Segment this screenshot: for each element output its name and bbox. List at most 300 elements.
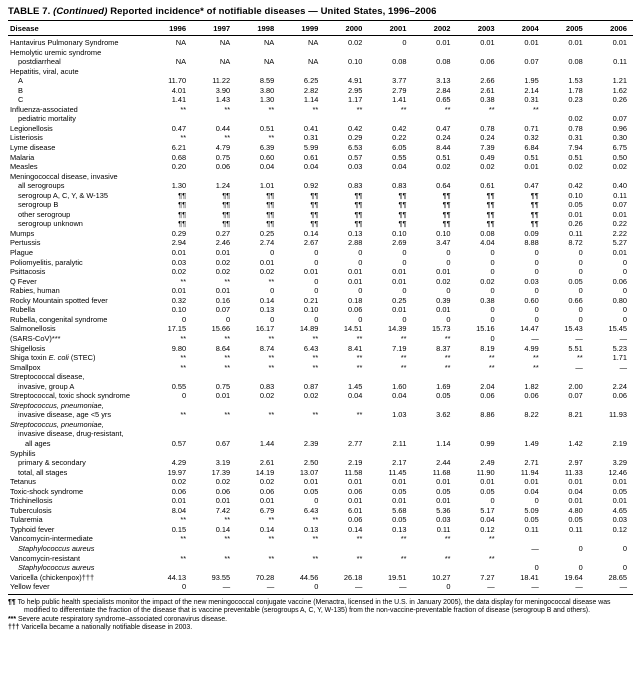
- value-cell: 2.61: [259, 458, 275, 468]
- column-header-year: 1996: [148, 21, 192, 36]
- value-cell: ¶¶: [530, 209, 539, 219]
- table-row: [8, 105, 633, 115]
- value-cell: 0.01: [612, 496, 627, 506]
- value-cell: 2.71: [524, 458, 539, 468]
- value-cell: 1.24: [215, 181, 231, 191]
- value-cell: 0.55: [171, 381, 187, 391]
- value-cell: [324, 563, 368, 573]
- value-cell: 8.64: [215, 343, 231, 353]
- value-cell: 19.64: [564, 572, 583, 582]
- value-cell: 11.90: [476, 467, 495, 477]
- value-cell: [192, 429, 236, 439]
- value-cell: 0.01: [259, 496, 275, 506]
- value-cell: 0.02: [348, 38, 363, 47]
- table-row: [8, 267, 633, 277]
- value-cell: 1.95: [524, 76, 539, 86]
- table-row: [8, 573, 633, 583]
- value-cell: 0.09: [524, 228, 539, 238]
- value-cell: 0: [534, 563, 539, 573]
- table-row: [8, 124, 633, 134]
- value-cell: 0.41: [303, 123, 319, 133]
- value-cell: [545, 372, 589, 382]
- value-cell: 1.62: [612, 85, 627, 95]
- value-cell: 0.07: [612, 200, 627, 210]
- value-cell: 0.40: [612, 181, 627, 191]
- value-cell: 0: [490, 267, 495, 277]
- value-cell: 4.04: [480, 238, 495, 248]
- disease-label: Vancomycin-intermediate: [10, 534, 93, 544]
- value-cell: ¶¶: [222, 219, 231, 229]
- value-cell: [457, 429, 501, 439]
- value-cell: 0.01: [612, 209, 627, 219]
- value-cell: 0: [534, 257, 539, 267]
- value-cell: 0: [270, 314, 275, 324]
- value-cell: 6.43: [303, 343, 319, 353]
- value-cell: 0.10: [171, 305, 187, 315]
- disease-label: Rubella: [10, 305, 36, 315]
- value-cell: 0: [490, 496, 495, 506]
- table-row: [8, 57, 633, 67]
- value-cell: 0.05: [392, 486, 407, 496]
- value-cell: 4.01: [171, 85, 187, 95]
- value-cell: 0.66: [568, 295, 583, 305]
- value-cell: [280, 48, 324, 58]
- value-cell: **: [180, 515, 187, 525]
- value-cell: 0: [446, 248, 451, 258]
- value-cell: 0.01: [215, 496, 231, 506]
- value-cell: [368, 114, 412, 124]
- value-cell: 1.60: [392, 381, 407, 391]
- value-cell: 7.27: [480, 572, 495, 582]
- value-cell: 0.13: [348, 228, 363, 238]
- value-cell: 0.10: [303, 305, 319, 315]
- value-cell: 0.04: [392, 391, 407, 401]
- value-cell: 0.01: [392, 267, 407, 277]
- column-header-year: 2003: [457, 21, 501, 36]
- value-cell: 0.01: [259, 257, 275, 267]
- value-cell: 0.05: [436, 486, 451, 496]
- value-cell: **: [224, 534, 231, 544]
- value-cell: **: [488, 353, 495, 363]
- value-cell: 0.01: [568, 496, 583, 506]
- value-cell: 0.08: [392, 57, 407, 67]
- value-cell: 0.02: [568, 162, 583, 172]
- value-cell: 0: [578, 543, 583, 553]
- value-cell: [545, 401, 589, 411]
- value-cell: **: [577, 353, 583, 363]
- value-cell: 2.50: [303, 458, 319, 468]
- value-cell: 0.06: [215, 162, 231, 172]
- disease-label: Toxic-shock syndrome: [10, 486, 84, 496]
- value-cell: **: [400, 362, 407, 372]
- table-row: [8, 229, 633, 239]
- value-cell: [280, 449, 324, 459]
- value-cell: [589, 172, 633, 182]
- disease-label: all serogroups: [18, 181, 65, 191]
- value-cell: ¶¶: [398, 219, 407, 229]
- value-cell: 0.51: [436, 152, 451, 162]
- value-cell: 7.42: [215, 505, 231, 515]
- value-cell: **: [224, 353, 231, 363]
- value-cell: **: [224, 104, 231, 114]
- value-cell: [368, 67, 412, 77]
- value-cell: 0.11: [613, 57, 627, 67]
- value-cell: [501, 372, 545, 382]
- disease-label: invasive disease, drug-resistant,: [18, 429, 124, 439]
- value-cell: 0.57: [171, 438, 187, 448]
- value-cell: 0.02: [303, 391, 319, 401]
- value-cell: 5.17: [480, 505, 495, 515]
- value-cell: 93.55: [211, 572, 231, 582]
- value-cell: 0.02: [171, 477, 187, 487]
- value-cell: **: [268, 553, 275, 563]
- value-cell: ¶¶: [486, 200, 495, 210]
- value-cell: 15.66: [211, 324, 231, 334]
- value-cell: ¶¶: [354, 209, 363, 219]
- column-header-year: 1997: [192, 21, 236, 36]
- value-cell: 8.22: [524, 410, 539, 420]
- value-cell: 0.22: [612, 219, 627, 229]
- value-cell: 0.11: [524, 524, 539, 534]
- value-cell: 0: [490, 314, 495, 324]
- value-cell: [192, 401, 236, 411]
- value-cell: [457, 114, 501, 124]
- disease-label: Mumps: [10, 228, 35, 238]
- value-cell: [236, 420, 280, 430]
- value-cell: [589, 372, 633, 382]
- value-cell: 0.05: [612, 486, 627, 496]
- value-cell: —: [531, 582, 539, 592]
- value-cell: 0.05: [480, 486, 495, 496]
- value-cell: **: [312, 353, 319, 363]
- column-header-year: 2001: [368, 21, 412, 36]
- value-cell: **: [180, 553, 187, 563]
- value-cell: [412, 114, 456, 124]
- value-cell: 0.31: [568, 133, 583, 143]
- value-cell: 0: [314, 314, 319, 324]
- value-cell: 0: [270, 248, 275, 258]
- value-cell: 0.02: [480, 162, 495, 172]
- value-cell: 0.07: [524, 57, 539, 67]
- table-row: [8, 76, 633, 86]
- value-cell: —: [619, 362, 627, 372]
- value-cell: 0.61: [480, 181, 495, 191]
- value-cell: 6.25: [303, 76, 319, 86]
- footnote-text: Severe acute respiratory syndrome–associated coronavirus disease.: [16, 615, 228, 623]
- value-cell: 3.13: [436, 76, 451, 86]
- value-cell: 0.51: [259, 123, 275, 133]
- value-cell: [501, 401, 545, 411]
- value-cell: [589, 401, 633, 411]
- value-cell: 0.02: [259, 391, 275, 401]
- value-cell: 0.06: [348, 305, 363, 315]
- value-cell: 0.14: [215, 524, 231, 534]
- value-cell: **: [180, 410, 187, 420]
- table-row: [8, 468, 633, 478]
- value-cell: 0.01: [171, 286, 187, 296]
- table-row: [8, 429, 633, 439]
- value-cell: 0.10: [348, 57, 363, 67]
- value-cell: 0.10: [392, 228, 407, 238]
- table-row: [8, 219, 633, 229]
- value-cell: [457, 48, 501, 58]
- value-cell: **: [356, 410, 363, 420]
- column-header-year: 2004: [501, 21, 545, 36]
- value-cell: 0.13: [303, 524, 319, 534]
- value-cell: [192, 48, 236, 58]
- value-cell: 3.62: [436, 410, 451, 420]
- value-cell: 0: [622, 257, 627, 267]
- value-cell: **: [532, 104, 539, 114]
- value-cell: ¶¶: [178, 209, 187, 219]
- value-cell: —: [355, 582, 363, 592]
- value-cell: 19.51: [387, 572, 407, 582]
- value-cell: 0.01: [348, 276, 363, 286]
- value-cell: 0.05: [568, 276, 583, 286]
- value-cell: 0.02: [259, 477, 275, 487]
- disease-label: Typhoid fever: [10, 524, 55, 534]
- value-cell: 5.09: [524, 505, 539, 515]
- value-cell: —: [487, 582, 495, 592]
- value-cell: [545, 48, 589, 58]
- value-cell: [324, 372, 368, 382]
- value-cell: 0.64: [436, 181, 451, 191]
- value-cell: 0.05: [303, 486, 319, 496]
- value-cell: 0: [578, 257, 583, 267]
- value-cell: 0: [490, 286, 495, 296]
- value-cell: [280, 429, 324, 439]
- value-cell: 14.39: [387, 324, 407, 334]
- table-row: [8, 324, 633, 334]
- value-cell: 0.11: [436, 524, 451, 534]
- value-cell: 13.07: [299, 467, 319, 477]
- value-cell: [501, 67, 545, 77]
- value-cell: [501, 554, 545, 564]
- value-cell: [236, 401, 280, 411]
- value-cell: **: [444, 362, 451, 372]
- value-cell: 0: [578, 314, 583, 324]
- disease-label: Legionellosis: [10, 123, 53, 133]
- value-cell: 0.01: [215, 286, 231, 296]
- value-cell: 15.43: [564, 324, 583, 334]
- value-cell: 0.01: [215, 248, 231, 258]
- value-cell: [368, 429, 412, 439]
- value-cell: 0.01: [612, 38, 627, 47]
- value-cell: ¶¶: [222, 190, 231, 200]
- value-cell: **: [312, 333, 319, 343]
- value-cell: 0.06: [348, 515, 363, 525]
- value-cell: **: [268, 104, 275, 114]
- value-cell: 0: [226, 314, 231, 324]
- value-cell: [412, 172, 456, 182]
- value-cell: **: [532, 353, 539, 363]
- table-body: [8, 36, 633, 595]
- value-cell: [368, 544, 412, 554]
- disease-label: serogroup unknown: [18, 219, 83, 229]
- value-cell: 2.77: [348, 438, 363, 448]
- value-cell: —: [619, 582, 627, 592]
- table-row: [8, 439, 633, 449]
- table-title-rest: Reported incidence* of notifiable diseases — United States, 1996–2006: [107, 6, 437, 17]
- value-cell: 0.01: [348, 267, 363, 277]
- value-cell: 4.65: [612, 505, 627, 515]
- value-cell: 0: [181, 314, 187, 324]
- value-cell: 0: [314, 257, 319, 267]
- value-cell: 5.68: [392, 505, 407, 515]
- value-cell: 8.04: [171, 505, 187, 515]
- value-cell: 0.01: [392, 496, 407, 506]
- value-cell: 5.23: [612, 343, 627, 353]
- value-cell: 0: [578, 563, 583, 573]
- value-cell: 0: [314, 248, 319, 258]
- disease-label: other serogroup: [18, 209, 71, 219]
- disease-label: Varicella (chickenpox)†††: [10, 572, 95, 582]
- value-cell: 0.78: [480, 123, 495, 133]
- value-cell: 0: [578, 286, 583, 296]
- value-cell: 5.27: [612, 238, 627, 248]
- value-cell: 0.99: [480, 438, 495, 448]
- value-cell: **: [268, 353, 275, 363]
- disease-label: Influenza-associated: [10, 104, 78, 114]
- value-cell: 0: [578, 267, 583, 277]
- value-cell: [589, 534, 633, 544]
- value-cell: [324, 449, 368, 459]
- value-cell: 0.20: [171, 162, 187, 172]
- value-cell: 3.47: [436, 238, 451, 248]
- value-cell: 0.83: [348, 181, 363, 191]
- value-cell: 0.44: [215, 123, 231, 133]
- value-cell: 0: [578, 305, 583, 315]
- value-cell: 14.89: [299, 324, 319, 334]
- value-cell: 0: [446, 286, 451, 296]
- value-cell: [545, 105, 589, 115]
- value-cell: 0: [446, 582, 451, 592]
- value-cell: 0.60: [259, 152, 275, 162]
- disease-label: (SARS-CoV)***: [10, 333, 61, 343]
- disease-label: Tetanus: [10, 477, 36, 487]
- value-cell: 2.84: [436, 85, 451, 95]
- table-row: [8, 506, 633, 516]
- value-cell: 0: [402, 286, 407, 296]
- value-cell: 0.65: [436, 95, 451, 105]
- value-cell: 0.14: [348, 524, 363, 534]
- value-cell: 0.47: [171, 123, 187, 133]
- value-cell: 15.45: [608, 324, 627, 334]
- value-cell: 15.73: [432, 324, 451, 334]
- value-cell: 0.06: [480, 57, 495, 67]
- value-cell: 0: [534, 248, 539, 258]
- disease-label: Smallpox: [10, 362, 41, 372]
- value-cell: 0.05: [568, 200, 583, 210]
- value-cell: 1.43: [215, 95, 231, 105]
- value-cell: 0: [622, 267, 627, 277]
- value-cell: **: [268, 534, 275, 544]
- value-cell: [545, 554, 589, 564]
- value-cell: 1.41: [171, 95, 187, 105]
- value-cell: [545, 172, 589, 182]
- value-cell: 0: [402, 248, 407, 258]
- value-cell: 8.19: [480, 343, 495, 353]
- value-cell: **: [356, 104, 363, 114]
- value-cell: [192, 563, 236, 573]
- value-cell: 0.22: [392, 133, 407, 143]
- value-cell: 1.78: [568, 85, 583, 95]
- value-cell: 0.07: [215, 305, 231, 315]
- table-row: [8, 372, 633, 382]
- value-cell: 5.51: [568, 343, 583, 353]
- value-cell: 0.06: [612, 276, 627, 286]
- value-cell: 0.01: [392, 305, 407, 315]
- value-cell: 2.82: [303, 85, 319, 95]
- value-cell: —: [531, 543, 539, 553]
- value-cell: 0.02: [436, 276, 451, 286]
- value-cell: 0.02: [480, 276, 495, 286]
- table-row: [8, 315, 633, 325]
- value-cell: 0.01: [436, 267, 451, 277]
- value-cell: **: [312, 104, 319, 114]
- value-cell: ¶¶: [266, 219, 275, 229]
- value-cell: 16.17: [255, 324, 275, 334]
- value-cell: [589, 554, 633, 564]
- value-cell: 0.01: [524, 38, 539, 47]
- value-cell: 1.30: [171, 181, 187, 191]
- value-cell: [501, 114, 545, 124]
- value-cell: 0.05: [524, 515, 539, 525]
- value-cell: 0.47: [524, 181, 539, 191]
- value-cell: 0: [622, 286, 627, 296]
- value-cell: **: [224, 553, 231, 563]
- value-cell: 0.13: [392, 524, 407, 534]
- column-header-year: 1998: [236, 21, 280, 36]
- value-cell: 0.12: [480, 524, 495, 534]
- value-cell: ¶¶: [266, 200, 275, 210]
- value-cell: **: [268, 133, 275, 143]
- value-cell: —: [575, 362, 583, 372]
- value-cell: 6.53: [348, 143, 363, 153]
- value-cell: 0.04: [259, 162, 275, 172]
- value-cell: **: [400, 333, 407, 343]
- value-cell: 0.80: [612, 295, 627, 305]
- value-cell: 0.12: [612, 524, 627, 534]
- disease-label: invasive, group A: [18, 381, 75, 391]
- value-cell: 11.45: [388, 467, 407, 477]
- value-cell: 18.41: [520, 572, 539, 582]
- value-cell: 0.42: [348, 123, 363, 133]
- value-cell: 2.14: [524, 85, 539, 95]
- value-cell: [457, 172, 501, 182]
- value-cell: ¶¶: [398, 190, 407, 200]
- disease-label: Rocky Mountain spotted fever: [10, 295, 108, 305]
- value-cell: 2.66: [480, 76, 495, 86]
- disease-label-segment: (STEC): [68, 353, 96, 363]
- value-cell: ¶¶: [354, 219, 363, 229]
- table-row: [8, 554, 633, 564]
- value-cell: [368, 401, 412, 411]
- value-cell: 0.08: [436, 57, 451, 67]
- value-cell: 6.05: [392, 143, 407, 153]
- value-cell: 0.57: [348, 152, 363, 162]
- table-row: [8, 48, 633, 58]
- value-cell: NA: [219, 57, 231, 67]
- value-cell: 11.70: [168, 76, 187, 86]
- value-cell: 8.44: [436, 143, 451, 153]
- table-row: [8, 487, 633, 497]
- value-cell: 4.80: [568, 505, 583, 515]
- value-cell: **: [224, 410, 231, 420]
- value-cell: 2.88: [348, 238, 363, 248]
- value-cell: 8.86: [480, 410, 495, 420]
- table-row: [8, 391, 633, 401]
